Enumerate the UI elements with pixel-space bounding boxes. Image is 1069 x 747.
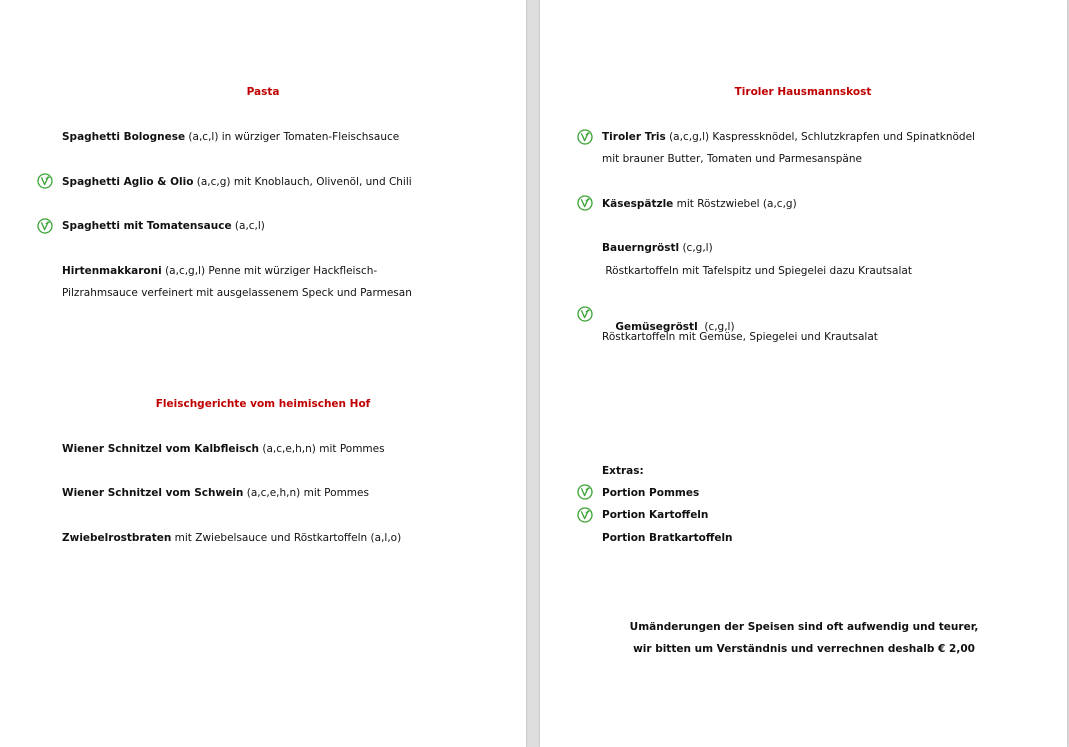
dish-name: Tiroler Tris — [602, 131, 666, 143]
dish-description: (a,c,g) mit Knoblauch, Olivenöl, und Chili — [193, 176, 412, 188]
vegetarian-icon — [577, 507, 593, 523]
menu-page-left — [0, 0, 526, 747]
surcharge-note-line2: wir bitten um Verständnis und verrechnen deshalb € 2,00 — [633, 643, 975, 655]
menu-page-right — [540, 0, 1067, 747]
dish-name: Spaghetti Bolognese — [62, 131, 186, 143]
dish-description-cont: Röstkartoffeln mit Tafelspitz und Spiegelei dazu Krautsalat — [602, 265, 912, 277]
extras-heading: Extras: — [602, 465, 644, 477]
extras-item: Portion Pommes — [602, 487, 700, 499]
dish-description: (c,g,l) — [679, 242, 713, 254]
dish-description: (a,c,l) in würziger Tomaten-Fleischsauce — [185, 131, 400, 143]
vegetarian-icon — [577, 484, 593, 500]
dish-name: Wiener Schnitzel vom Kalbfleisch — [62, 443, 260, 455]
dish-description: (a,c,l) — [231, 220, 265, 232]
surcharge-note-line1: Umänderungen der Speisen sind oft aufwendig und teurer, — [629, 621, 979, 633]
menu-item — [62, 176, 412, 188]
section-heading-meat: Fleischgerichte vom heimischen Hof — [155, 398, 371, 410]
vegetarian-icon — [577, 195, 593, 211]
extras-item: Portion Bratkartoffeln — [602, 532, 733, 544]
vegetarian-icon — [577, 129, 593, 145]
dish-name: Zwiebelrostbraten — [62, 532, 172, 544]
dish-description: (a,c,e,h,n) mit Pommes — [243, 487, 369, 499]
dish-name: Spaghetti Aglio & Olio — [62, 176, 194, 188]
menu-item — [602, 242, 713, 254]
vegetarian-icon — [37, 218, 53, 234]
menu-item — [602, 198, 797, 210]
dish-description: (a,c,e,h,n) mit Pommes — [259, 443, 385, 455]
dish-description-cont: Röstkartoffeln mit Gemüse, Spiegelei und Krautsalat — [602, 331, 878, 343]
dish-name: Gemüsegröstl — [615, 321, 698, 333]
menu-item — [602, 131, 975, 143]
menu-item — [62, 220, 265, 232]
vegetarian-icon — [577, 306, 593, 322]
dish-description: (a,c,g,l) Penne mit würziger Hackfleisch- — [161, 265, 378, 277]
extras-item: Portion Kartoffeln — [602, 509, 709, 521]
dish-name: Käsespätzle — [602, 198, 674, 210]
menu-item — [62, 443, 385, 455]
dish-description-cont: mit brauner Butter, Tomaten und Parmesanspäne — [602, 153, 862, 165]
dish-name: Bauerngröstl — [602, 242, 680, 254]
dish-description-cont: Pilzrahmsauce verfeinert mit ausgelassenem Speck und Parmesan — [62, 287, 412, 299]
vegetarian-icon — [37, 173, 53, 189]
dish-description: (a,c,g,l) Kaspressknödel, Schlutzkrapfen und Spinatknödel — [665, 131, 975, 143]
dish-description: mit Zwiebelsauce und Röstkartoffeln (a,l,o) — [171, 532, 402, 544]
dish-name: Spaghetti mit Tomatensauce — [62, 220, 232, 232]
dish-name: Hirtenmakkaroni — [62, 265, 162, 277]
dish-description: mit Röstzwiebel (a,c,g) — [673, 198, 797, 210]
section-heading-pasta: Pasta — [246, 86, 280, 98]
menu-item — [62, 265, 377, 277]
menu-item — [62, 532, 401, 544]
section-heading-tirol: Tiroler Hausmannskost — [734, 86, 872, 98]
dish-description: (c,g,l) — [697, 321, 735, 333]
dish-name: Wiener Schnitzel vom Schwein — [62, 487, 244, 499]
menu-item — [62, 131, 399, 143]
menu-item — [62, 487, 369, 499]
